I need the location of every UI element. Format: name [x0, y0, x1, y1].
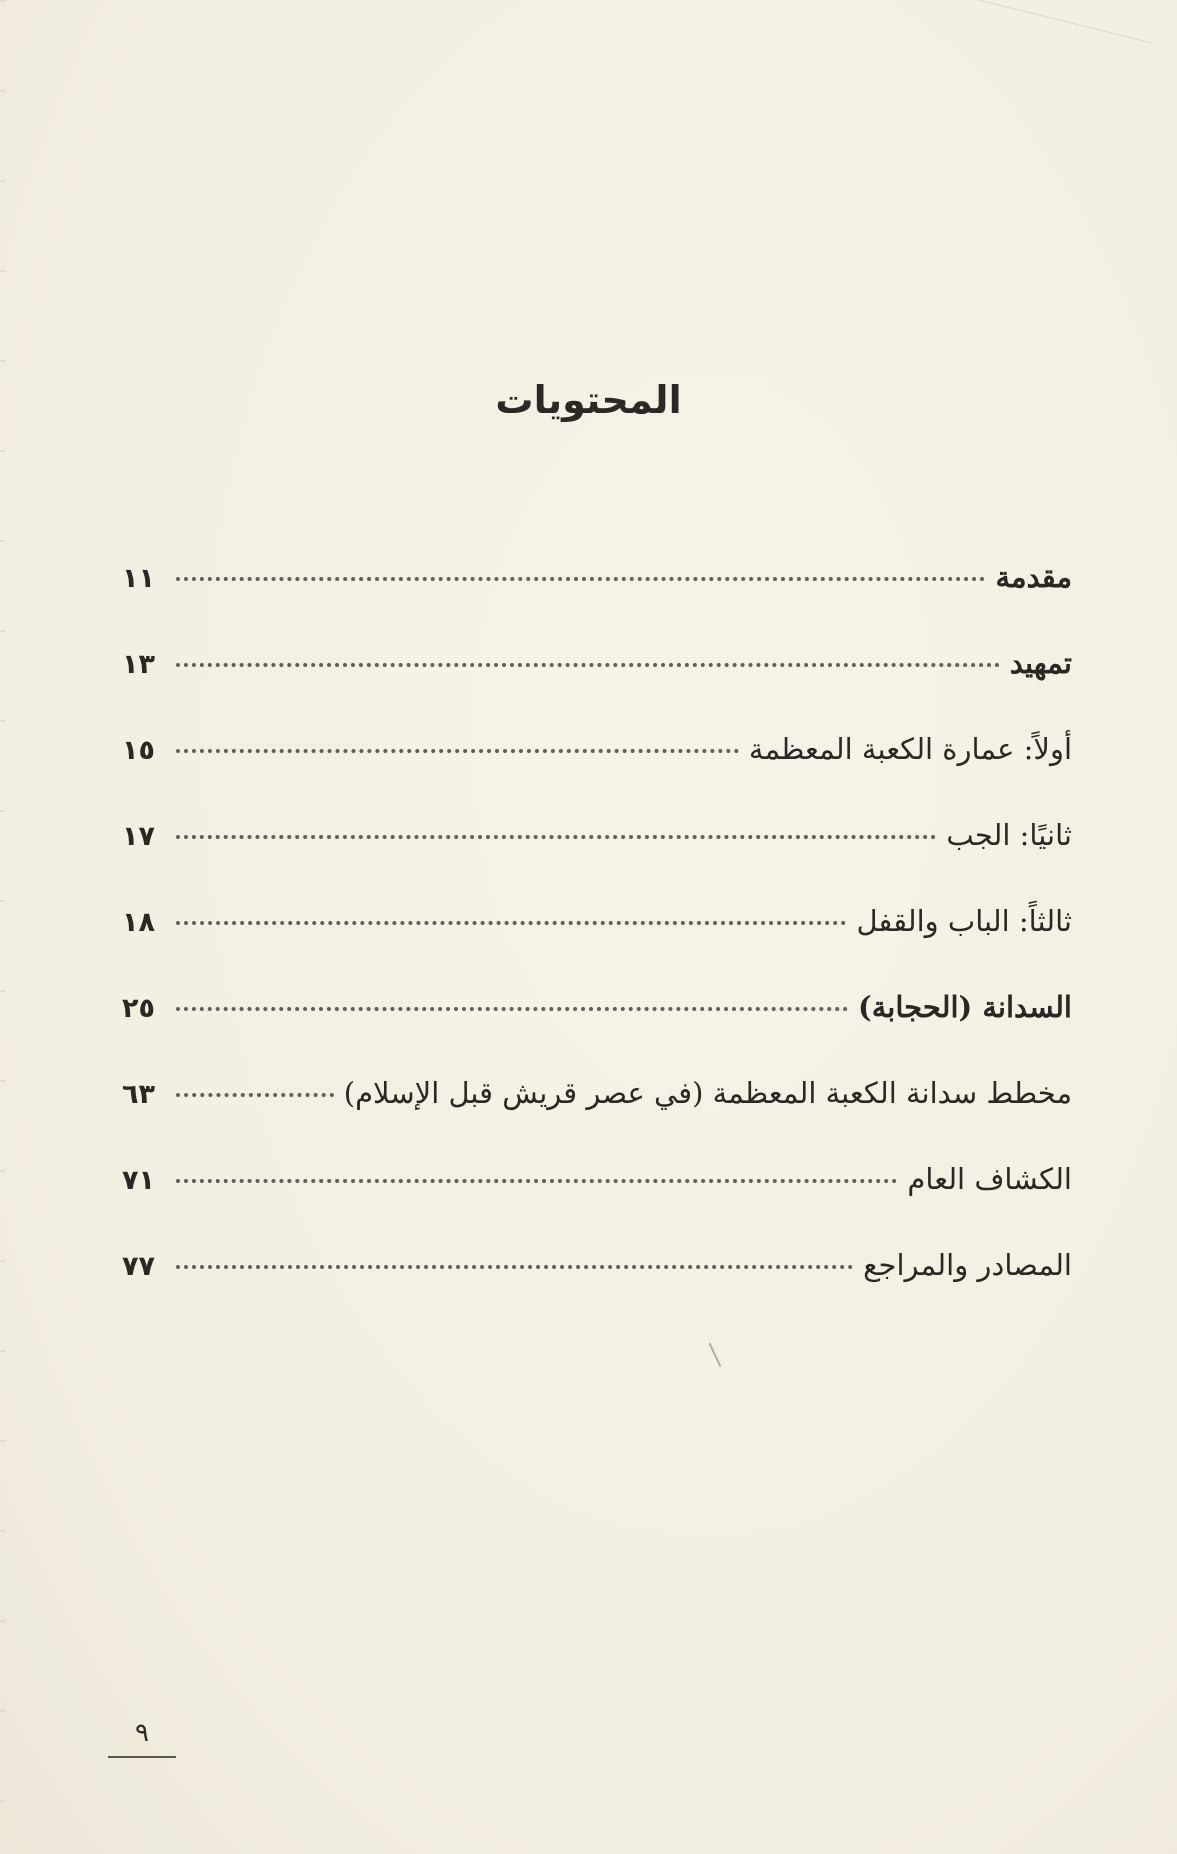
- toc-entry-label: الكشاف العام: [907, 1162, 1072, 1196]
- toc-dot-leader: [176, 835, 936, 839]
- toc-entry-label: مخطط سدانة الكعبة المعظمة (في عصر قريش قبل الإسلام): [343, 1076, 1072, 1110]
- toc-page-number: ١٨: [122, 907, 155, 938]
- toc-entry-label: ثالثاً: الباب والقفل: [856, 904, 1072, 938]
- stray-pen-mark: [709, 1343, 722, 1367]
- toc-page-number: ١٧: [122, 821, 155, 852]
- paper-crease: [962, 0, 1151, 102]
- page-number: ٩: [135, 1718, 149, 1748]
- toc-dot-leader: [176, 1179, 897, 1183]
- toc-dot-leader: [176, 921, 846, 925]
- toc-dot-leader: [176, 1265, 853, 1269]
- page-edge: [0, 0, 6, 1854]
- toc-page-number: ٧٧: [122, 1251, 155, 1282]
- toc-dot-leader: [176, 1007, 848, 1011]
- toc-entry-label: مقدمة: [995, 560, 1072, 594]
- toc-entry-label: ثانيًا: الجب: [946, 818, 1072, 852]
- toc-page-number: ٦٣: [122, 1079, 155, 1110]
- toc-page-number: ٧١: [122, 1165, 155, 1196]
- page-title: المحتويات: [495, 378, 682, 422]
- toc-entry-second: [122, 818, 1072, 904]
- page-number-rule: [108, 1756, 176, 1758]
- toc-page-number: ١٥: [122, 735, 155, 766]
- toc-entry-label: أولاً: عمارة الكعبة المعظمة: [748, 732, 1072, 766]
- toc-entry-custodianship: [122, 990, 1072, 1076]
- toc-entry-chart: [122, 1076, 1072, 1162]
- toc-entry-preface: [122, 646, 1072, 732]
- toc-page-number: ١١: [122, 563, 155, 594]
- toc-page-number: ١٣: [122, 649, 155, 680]
- toc-entry-label: السدانة (الحجابة): [858, 990, 1072, 1024]
- toc-page-number: ٢٥: [122, 993, 155, 1024]
- toc-dot-leader: [176, 663, 1000, 667]
- table-of-contents: [122, 560, 1072, 1334]
- toc-entry-first: [122, 732, 1072, 818]
- toc-entry-third: [122, 904, 1072, 990]
- toc-dot-leader: [176, 577, 985, 581]
- toc-dot-leader: [176, 1093, 334, 1097]
- toc-dot-leader: [176, 749, 739, 753]
- toc-entry-introduction: [122, 560, 1072, 646]
- toc-entry-references: [122, 1248, 1072, 1334]
- toc-entry-label: تمهيد: [1009, 646, 1072, 680]
- toc-entry-label: المصادر والمراجع: [863, 1248, 1072, 1282]
- toc-entry-index: [122, 1162, 1072, 1248]
